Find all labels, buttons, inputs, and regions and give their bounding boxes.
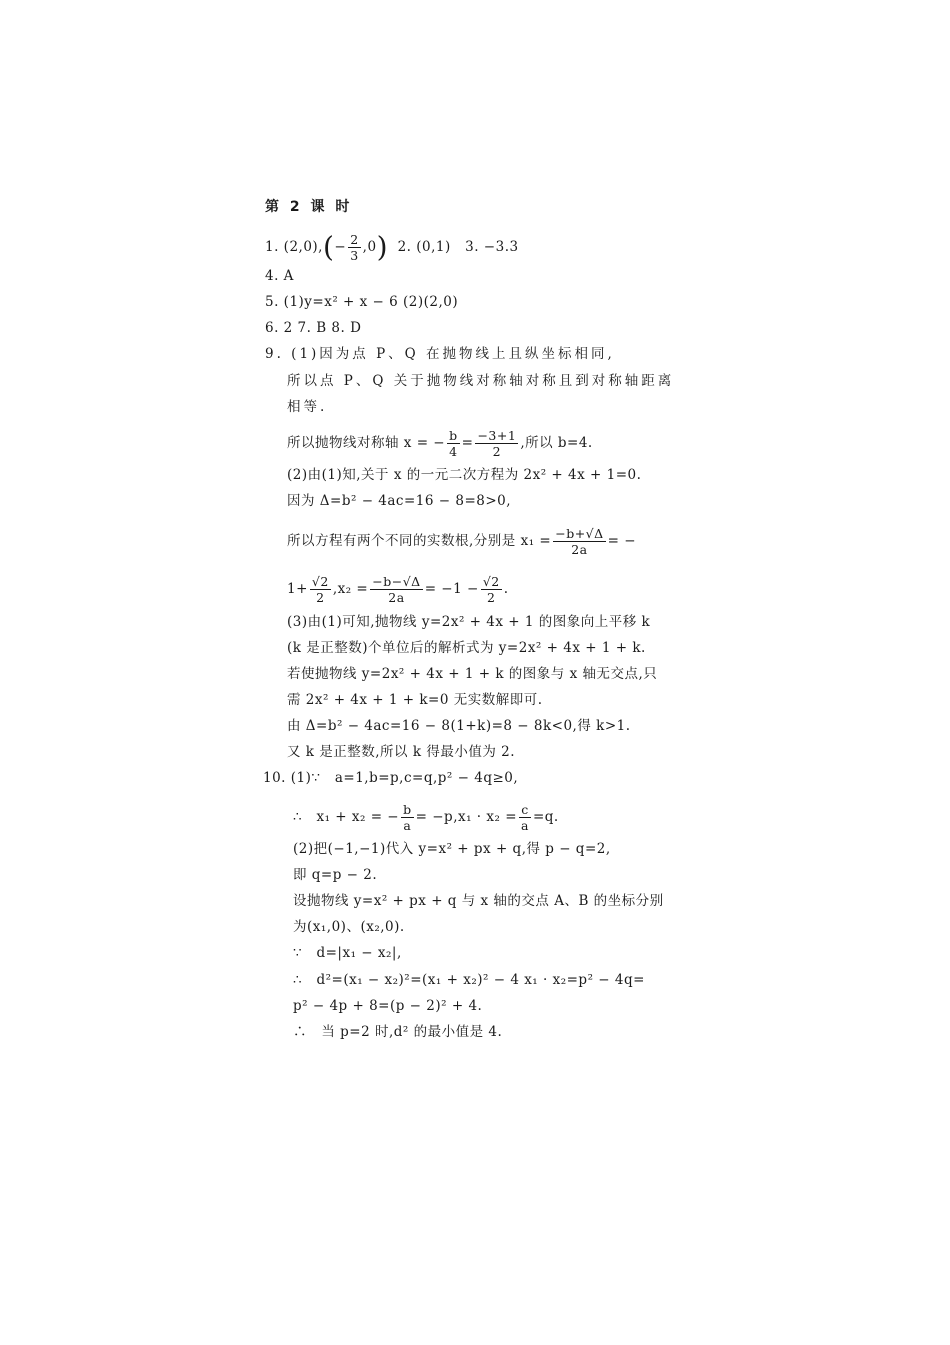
q9-8-f1-numerator: √2 [311,574,329,589]
q1-close-paren: ) [376,230,388,264]
q9-8-f2-denominator: 2a [388,590,405,605]
answer-line-q9-4 [287,428,593,459]
q9-4-f1-denominator: 4 [449,444,458,459]
section-title: 第 2 课 时 [265,199,353,215]
q1-frac-numerator: 2 [350,232,359,247]
q1-fraction [348,232,360,263]
q10-2-fraction-2 [519,802,531,833]
q9-4-equals: = [461,435,474,451]
q1-rest: 2. (0,1) 3. −3.3 [388,239,519,255]
answer-line-q9-3: 相等. [287,399,328,415]
answer-line-q1 [265,232,519,263]
q9-7-f-numerator: −b+√Δ [555,526,604,541]
answer-line-q6: 6. 2 7. B 8. D [265,320,362,336]
answer-line-q9-5: (2)由(1)知,关于 x 的一元二次方程为 2x² + 4x + 1=0. [287,467,642,483]
answer-line-q10-4: 即 q=p − 2. [293,867,378,883]
q9-7-text: 所以方程有两个不同的实数根,分别是 x₁ = [287,533,552,549]
q9-8-f2-numerator: −b−√Δ [372,574,421,589]
answer-line-q9-6: 因为 Δ=b² − 4ac=16 − 8=8>0, [287,493,512,509]
answer-line-q5: 5. (1)y=x² + x − 6 (2)(2,0) [265,294,459,310]
q9-8-x2: ,x₂ = [332,581,369,597]
answer-line-q9-1: 9. (1)因为点 P、Q 在抛物线上且纵坐标相同, [265,346,615,362]
q9-4-text: 所以抛物线对称轴 x = − [287,435,446,451]
answer-line-q10-2 [293,802,559,833]
answer-line-q9-11: 若使抛物线 y=2x² + 4x + 1 + k 的图象与 x 轴无交点,只 [287,666,658,682]
q9-4-end: ,所以 b=4. [520,435,593,451]
q9-8-f3-numerator: √2 [482,574,500,589]
q9-8-mid: = −1 − [424,581,479,597]
q9-7-f-denominator: 2a [571,542,588,557]
q9-7-end: = − [607,533,637,549]
answer-line-q9-7 [287,526,636,557]
answer-line-q9-13: 由 Δ=b² − 4ac=16 − 8(1+k)=8 − 8k<0,得 k>1. [287,718,631,734]
q9-7-fraction [553,526,605,557]
q10-2-fraction-1 [401,802,414,833]
answer-line-q9-10: (k 是正整数)个单位后的解析式为 y=2x² + 4x + 1 + k. [287,640,646,656]
q1-frac-sign: − [334,239,347,255]
q9-8-fraction-1 [310,574,331,605]
q10-2-f1-numerator: b [403,802,412,817]
q9-8-text: 1+ [287,581,308,597]
q1-open-paren: ( [322,230,335,264]
answer-line-q10-5: 设抛物线 y=x² + px + q 与 x 轴的交点 A、B 的坐标分别 [293,893,664,909]
q9-4-fraction-1 [447,428,460,459]
q10-2-f2-numerator: c [519,802,531,818]
q1-text: 1. (2,0), [265,239,323,255]
q9-4-f1-numerator: b [449,428,458,443]
q10-2-f2-denominator: a [521,818,529,833]
answer-line-q10-6: 为(x₁,0)、(x₂,0). [293,919,405,935]
answer-line-q9-12: 需 2x² + 4x + 1 + k=0 无实数解即可. [287,692,543,708]
q9-8-f1-denominator: 2 [316,590,325,605]
q9-8-end: . [503,581,509,597]
answer-line-q9-14: 又 k 是正整数,所以 k 得最小值为 2. [287,744,515,760]
answer-line-q10-8: ∴ d²=(x₁ − x₂)²=(x₁ + x₂)² − 4 x₁ · x₂=p² − 4q= [293,972,645,988]
q9-8-fraction-3 [481,574,502,605]
q9-8-f3-denominator: 2 [487,590,496,605]
answer-line-q9-9: (3)由(1)可知,抛物线 y=2x² + 4x + 1 的图象向上平移 k [287,614,651,630]
answer-line-q10-7: ∵ d=|x₁ − x₂|, [293,945,402,961]
q10-2-f1-denominator: a [403,818,412,833]
answer-line-q10-3: (2)把(−1,−1)代入 y=x² + px + q,得 p − q=2, [293,841,611,857]
q1-frac-tail: ,0 [362,239,377,255]
q9-8-fraction-2 [370,574,422,605]
answer-line-q10-9: p² − 4p + 8=(p − 2)² + 4. [293,998,483,1014]
q10-2-mid: = −p,x₁ · x₂ = [415,809,518,825]
q9-4-f2-numerator: −3+1 [477,428,517,443]
answer-line-q9-8 [287,574,509,605]
q9-4-f2-denominator: 2 [492,444,502,459]
answer-line-q10-1: 10. (1)∵ a=1,b=p,c=q,p² − 4q≥0, [263,770,519,786]
q9-4-fraction-2 [475,428,518,459]
q1-frac-denominator: 3 [350,248,359,263]
answer-line-q9-2: 所以点 P、Q 关于抛物线对称轴对称且到对称轴距离 [287,373,675,389]
q10-2-text: ∴ x₁ + x₂ = − [293,809,400,825]
answer-line-q4: 4. A [265,268,294,284]
q10-2-end: =q. [532,809,559,825]
answer-line-q10-10: ∴ 当 p=2 时,d² 的最小值是 4. [293,1024,503,1040]
